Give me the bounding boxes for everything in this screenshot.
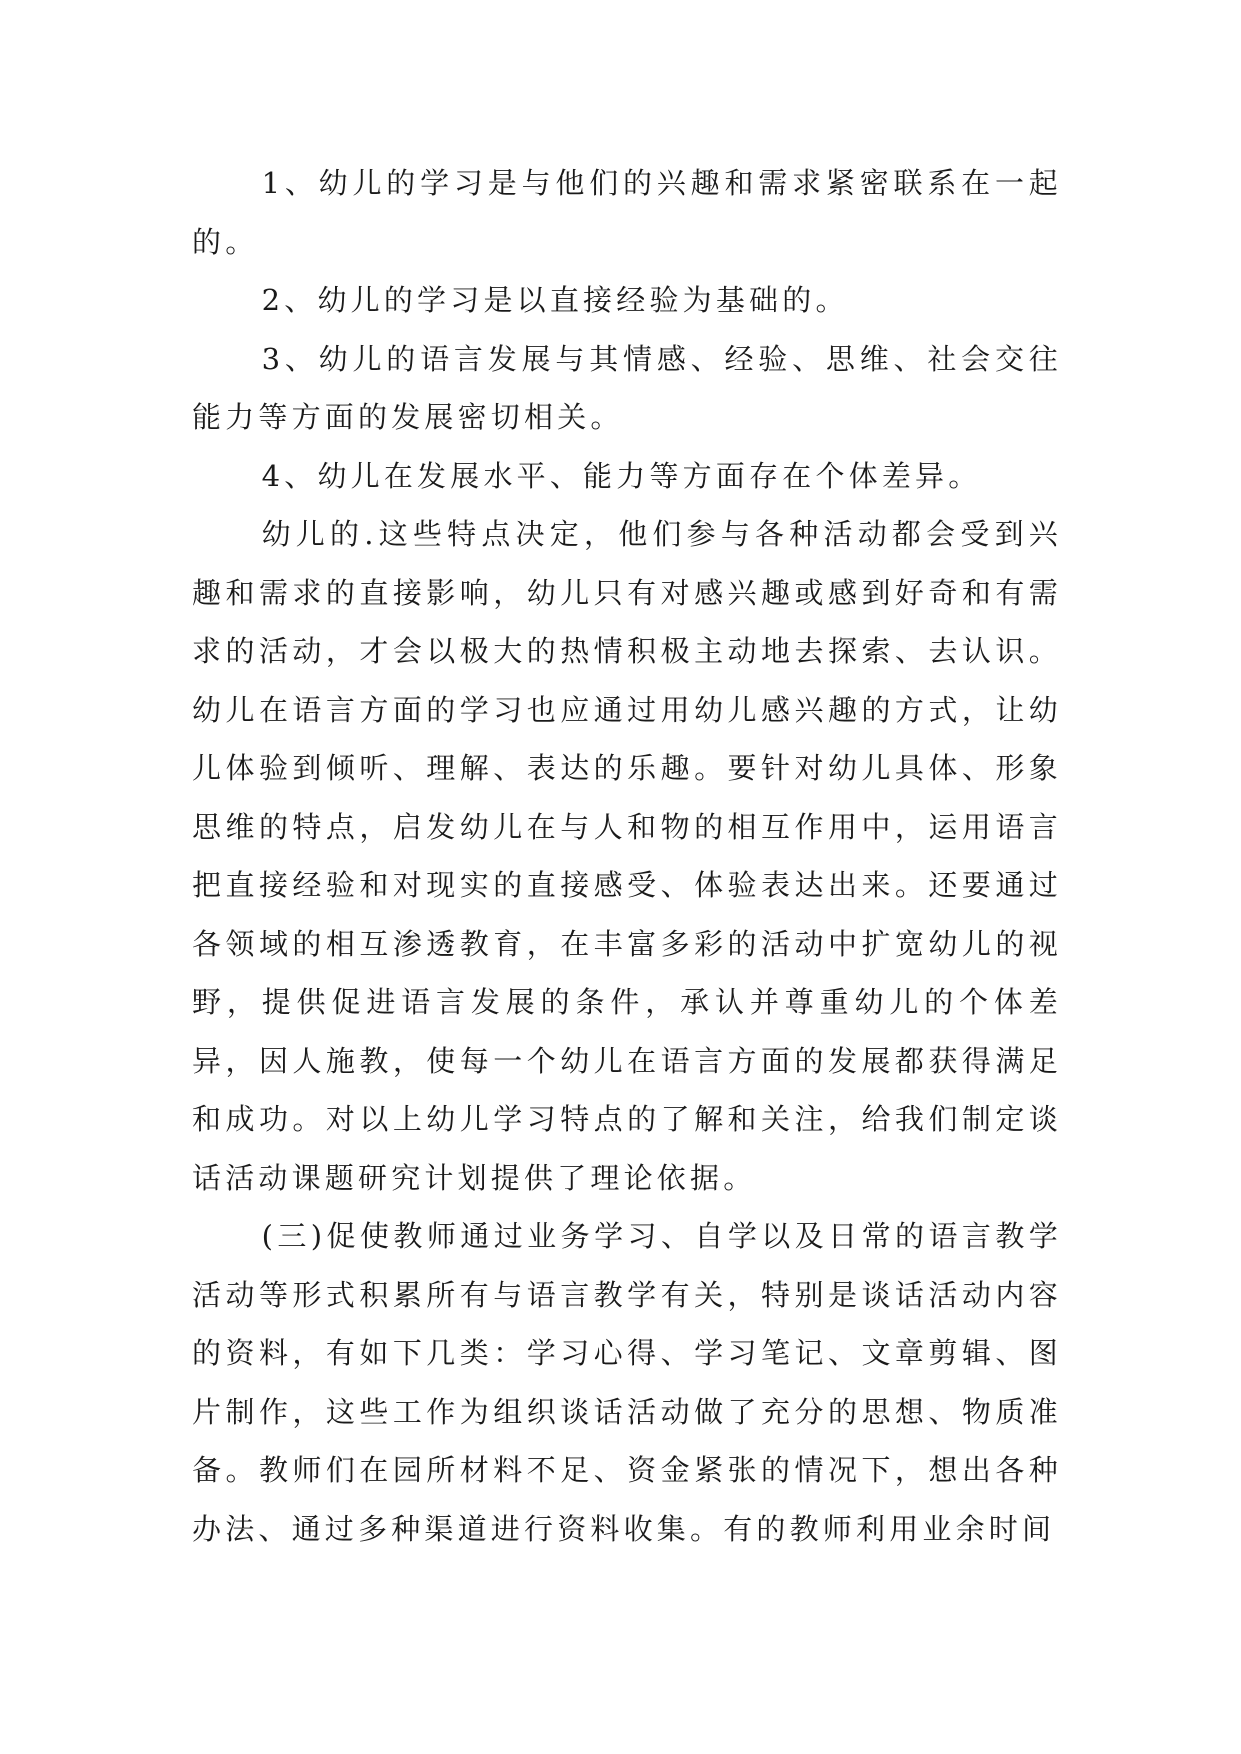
- paragraph-1: 1、幼儿的学习是与他们的兴趣和需求紧密联系在一起的。: [192, 166, 1062, 259]
- paragraph-5: 幼儿的.这些特点决定，他们参与各种活动都会受到兴趣和需求的直接影响，幼儿只有对感兴趣或感到好奇和有需求的活动，才会以极大的热情积极主动地去探索、去认识。幼儿在语言方面的学习也应通过用幼儿感兴趣的方式，让幼儿体验到倾听、理解、表达的乐趣。要针对幼儿具体、形象思维的特点，启发幼儿在与人和物的相互作用中，运用语言把直接经验和对现实的直接感受、体验表达出来。还要通过各领域的相互渗透教育，在丰富多彩的活动中扩宽幼儿的视野，提供促进语言发展的条件，承认并尊重幼儿的个体差异，因人施教，使每一个幼儿在语言方面的发展都获得满足和成功。对以上幼儿学习特点的了解和关注，给我们制定谈话活动课题研究计划提供了理论依据。: [192, 517, 1062, 1195]
- paragraph-4: 4、幼儿在发展水平、能力等方面存在个体差异。: [261, 458, 982, 493]
- paragraph-3: 3、幼儿的语言发展与其情感、经验、思维、社会交往能力等方面的发展密切相关。: [192, 341, 1062, 434]
- paragraph-6: (三)促使教师通过业务学习、自学以及日常的语言教学活动等形式积累所有与语言教学有关，特别是谈话活动内容的资料，有如下几类：学习心得、学习笔记、文章剪辑、图片制作，这些工作为组织谈话活动做了充分的思想、物质准备。教师们在园所材料不足、资金紧张的情况下，想出各种办法、通过多种渠道进行资料收集。有的教师利用业余时间: [192, 1219, 1062, 1546]
- document-body: [192, 154, 1062, 1558]
- paragraph-2: 2、幼儿的学习是以直接经验为基础的。: [261, 283, 849, 317]
